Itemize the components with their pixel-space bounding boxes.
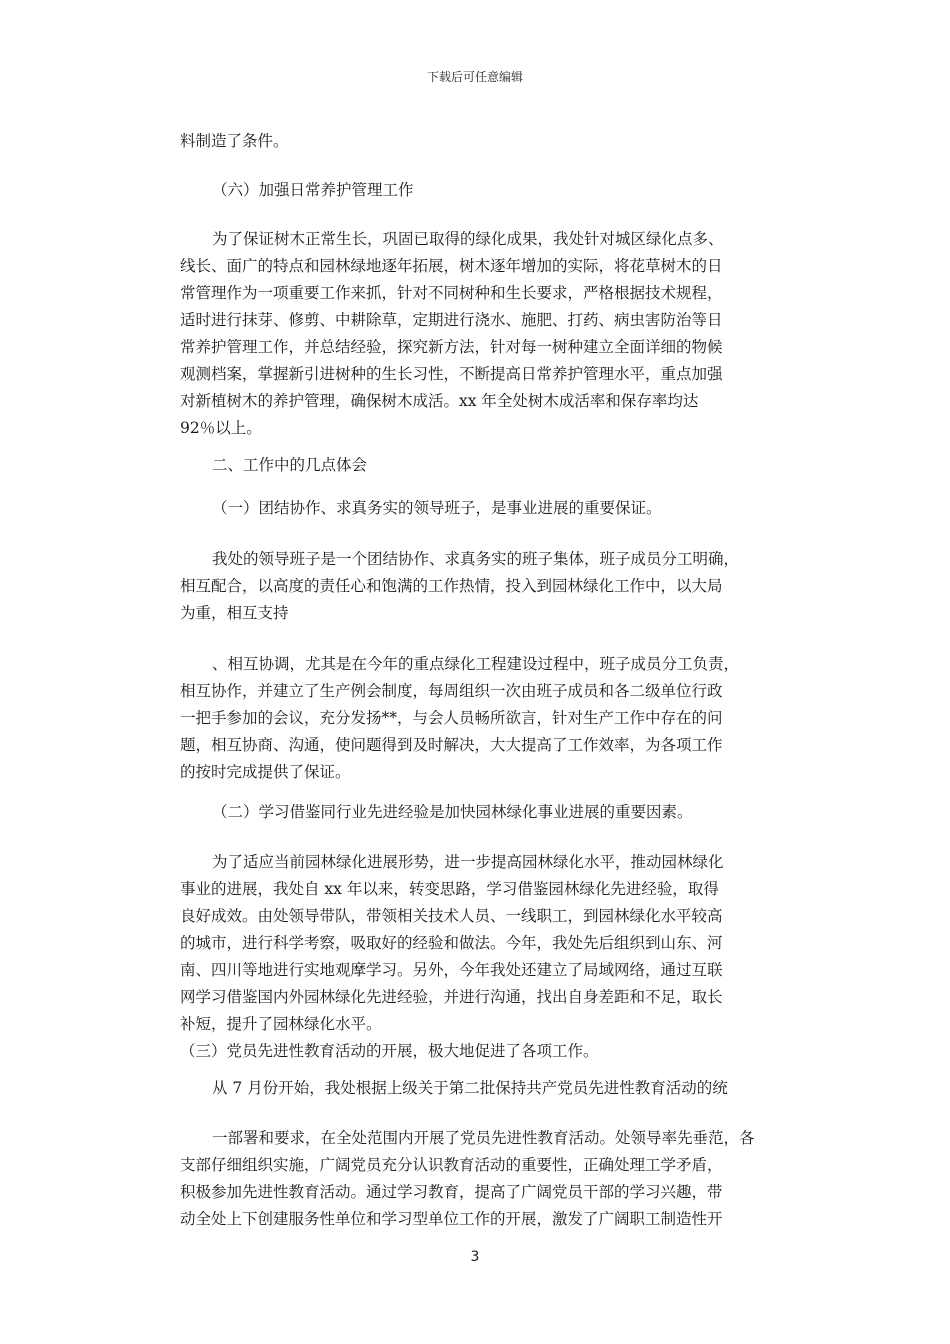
text-line: 补短，提升了园林绿化水平。 (180, 1015, 382, 1033)
text-line: 网学习借鉴国内外园林绿化先进经验，并进行沟通，找出自身差距和不足，取长 (180, 988, 723, 1006)
text-line: 我处的领导班子是一个团结协作、求真务实的班子集体，班子成员分工明确， (212, 550, 740, 568)
text-line: 观测档案，掌握新引进树种的生长习性，不断提高日常养护管理水平，重点加强 (180, 365, 723, 383)
text-line: 料制造了条件。 (180, 132, 289, 150)
text-line: 常养护管理工作，并总结经验，探究新方法，针对每一树种建立全面详细的物候 (180, 338, 723, 356)
text-line: 相互协作，并建立了生产例会制度，每周组织一次由班子成员和各二级单位行政 (180, 682, 723, 700)
text-line: 92％以上。 (180, 419, 262, 437)
section-heading: （六）加强日常养护管理工作 (212, 181, 414, 199)
page-header: 下载后可任意编辑 (426, 70, 523, 84)
page-number: 3 (470, 1249, 480, 1265)
text-line: 的城市，进行科学考察，吸取好的经验和做法。今年，我处先后组织到山东、河 (180, 934, 723, 952)
text-line: 题，相互协商、沟通，使问题得到及时解决，大大提高了工作效率，为各项工作 (180, 736, 723, 754)
text-line: 南、四川等地进行实地观摩学习。另外，今年我处还建立了局域网络，通过互联 (180, 961, 723, 979)
text-line: 的按时完成提供了保证。 (180, 763, 351, 781)
text-line: 事业的进展，我处自 xx 年以来，转变思路，学习借鉴园林绿化先进经验，取得 (180, 880, 719, 898)
text-line: 线长、面广的特点和园林绿地逐年拓展，树木逐年增加的实际，将花草树木的日 (180, 257, 723, 275)
section-heading: 从 7 月份开始，我处根据上级关于第二批保持共产党员先进性教育活动的统 (212, 1079, 728, 1097)
text-line: 相互配合，以高度的责任心和饱满的工作热情，投入到园林绿化工作中，以大局 (180, 577, 723, 595)
text-line: 常管理作为一项重要工作来抓，针对不同树种和生长要求，严格根据技术规程， (180, 284, 723, 302)
section-heading: （二）学习借鉴同行业先进经验是加快园林绿化事业进展的重要因素。 (212, 803, 693, 821)
text-line: 积极参加先进性教育活动。通过学习教育，提高了广阔党员干部的学习兴趣，带 (180, 1183, 723, 1201)
section-heading: （一）团结协作、求真务实的领导班子，是事业进展的重要保证。 (212, 499, 662, 517)
text-line: （三）党员先进性教育活动的开展，极大地促进了各项工作。 (180, 1042, 599, 1060)
text-line: 良好成效。由处领导带队，带领相关技术人员、一线职工，到园林绿化水平较高 (180, 907, 723, 925)
text-line: 为了保证树木正常生长，巩固已取得的绿化成果，我处针对城区绿化点多、 (212, 230, 724, 248)
text-line: 适时进行抹芽、修剪、中耕除草，定期进行浇水、施肥、打药、病虫害防治等日 (180, 311, 723, 329)
text-line: 支部仔细组织实施，广阔党员充分认识教育活动的重要性，正确处理工学矛盾， (180, 1156, 723, 1174)
text-line: 为了适应当前园林绿化进展形势，进一步提高园林绿化水平，推动园林绿化 (212, 853, 724, 871)
text-line: 一把手参加的会议，充分发扬**，与会人员畅所欲言，针对生产工作中存在的问 (180, 709, 723, 727)
text-line: 动全处上下创建服务性单位和学习型单位工作的开展，激发了广阔职工制造性开 (180, 1210, 723, 1228)
text-line: 为重，相互支持 (180, 604, 289, 622)
text-line: 、相互协调，尤其是在今年的重点绿化工程建设过程中，班子成员分工负责， (212, 655, 740, 673)
section-heading: 二、工作中的几点体会 (212, 456, 368, 474)
text-line: 一部署和要求，在全处范围内开展了党员先进性教育活动。处领导率先垂范，各 (212, 1129, 755, 1147)
text-line: 对新植树木的养护管理，确保树木成活。xx 年全处树木成活率和保存率均达 (180, 392, 699, 410)
